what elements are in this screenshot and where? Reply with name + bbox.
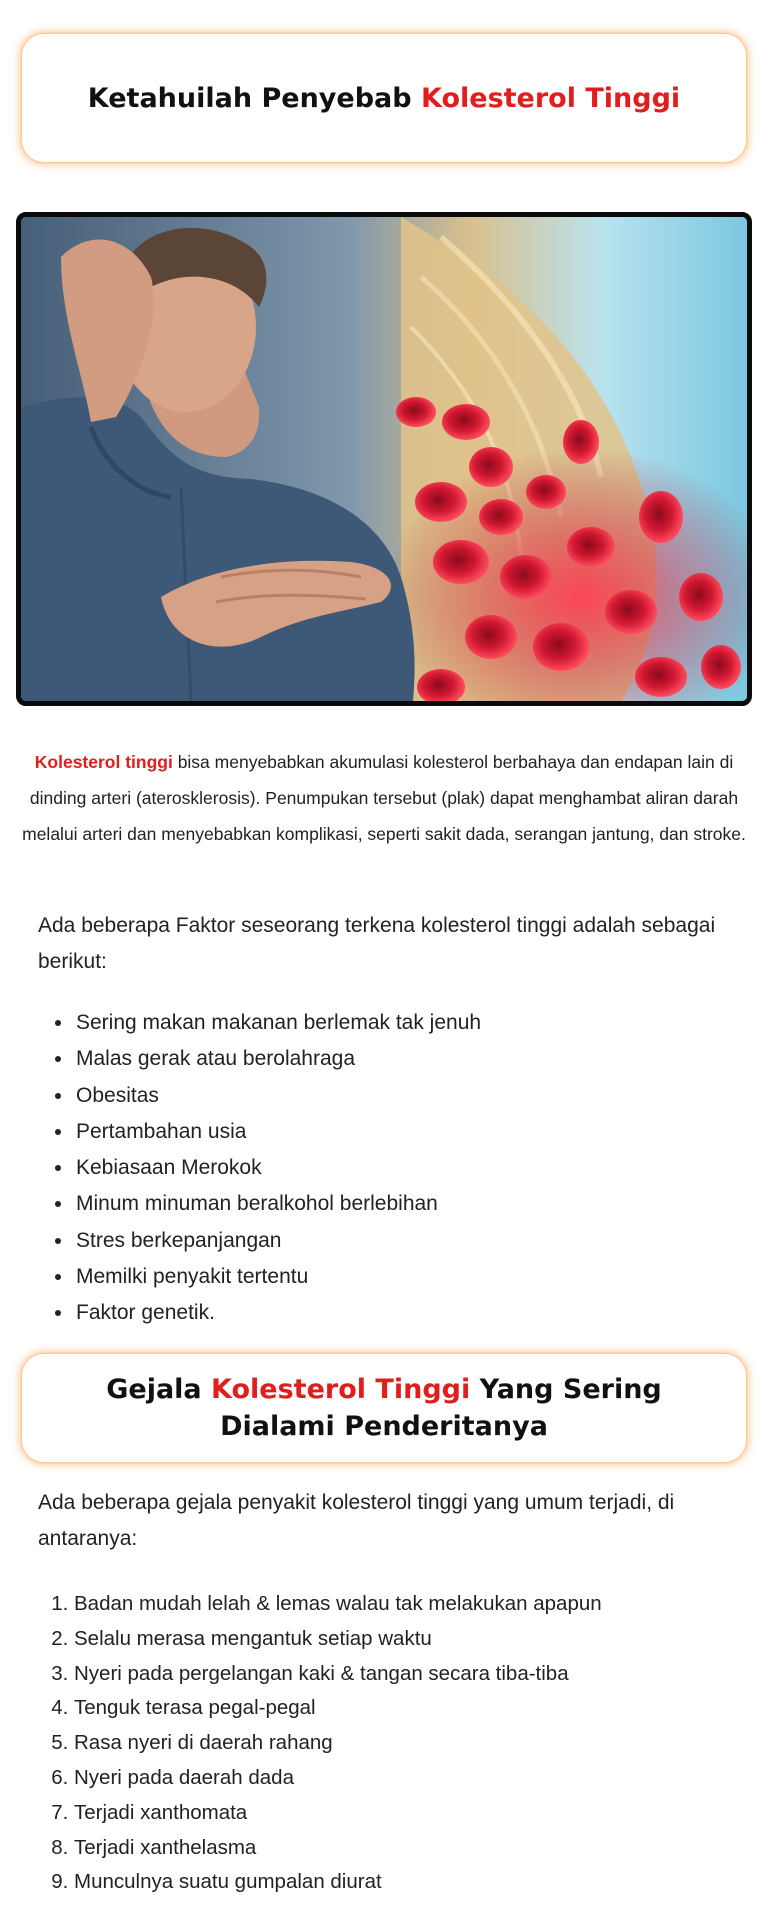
list-item: • Pertambahan usia bbox=[74, 1114, 481, 1150]
list-item: • Faktor genetik. bbox=[74, 1295, 481, 1331]
list-item: • Malas gerak atau berolahraga bbox=[74, 1041, 481, 1077]
header-symptoms-title bbox=[62, 1371, 706, 1445]
header-causes-title bbox=[88, 83, 680, 114]
header-causes-prefix: Ketahuilah Penyebab bbox=[87, 82, 421, 114]
list-item: 9. Munculnya suatu gumpalan diurat bbox=[74, 1865, 602, 1900]
list-item: • Kebiasaan Merokok bbox=[74, 1150, 481, 1186]
header-causes bbox=[22, 34, 746, 162]
header-symptoms-prefix: Gejala bbox=[106, 1374, 212, 1405]
hero-image bbox=[16, 212, 752, 706]
list-item: • Memilki penyakit tertentu bbox=[74, 1259, 481, 1295]
list-item: 6. Nyeri pada daerah dada bbox=[74, 1761, 602, 1796]
factors-intro: Ada beberapa Faktor seseorang terkena kolesterol tinggi adalah sebagai berikut: bbox=[38, 914, 716, 973]
header-symptoms bbox=[22, 1354, 746, 1462]
header-causes-accent: Kolesterol Tinggi bbox=[421, 82, 681, 114]
header-symptoms-suffix: Yang Sering Dialami Penderitanya bbox=[220, 1374, 662, 1442]
list-item: 1. Badan mudah lelah & lemas walau tak melakukan apapun bbox=[74, 1587, 602, 1622]
symptoms-intro: Ada beberapa gejala penyakit kolesterol tinggi yang umum terjadi, di antaranya: bbox=[38, 1491, 675, 1550]
list-item: 7. Terjadi xanthomata bbox=[74, 1796, 602, 1831]
intro-text: bisa menyebabkan akumulasi kolesterol berbahaya dan endapan lain di dinding arteri (aterosklerosis). Penumpukan tersebut (plak) dapat menghambat aliran darah melalui arteri dan menyebabkan komplikasi, seperti sakit dada, serangan jantung, dan stroke. bbox=[22, 752, 746, 844]
list-item: • Minum minuman beralkohol berlebihan bbox=[74, 1186, 481, 1222]
list-item: 5. Rasa nyeri di daerah rahang bbox=[74, 1726, 602, 1761]
list-item: 4. Tenguk terasa pegal-pegal bbox=[74, 1691, 602, 1726]
list-item: 8. Terjadi xanthelasma bbox=[74, 1831, 602, 1866]
list-item: • Stres berkepanjangan bbox=[74, 1223, 481, 1259]
list-item: 2. Selalu merasa mengantuk setiap waktu bbox=[74, 1622, 602, 1657]
list-item: • Sering makan makanan berlemak tak jenuh bbox=[74, 1005, 481, 1041]
factors-list bbox=[50, 1005, 481, 1332]
list-item: • Obesitas bbox=[74, 1078, 481, 1114]
symptoms-list bbox=[42, 1587, 602, 1900]
header-symptoms-accent: Kolesterol Tinggi bbox=[211, 1374, 471, 1405]
intro-accent: Kolesterol tinggi bbox=[34, 752, 173, 772]
list-item: 3. Nyeri pada pergelangan kaki & tangan secara tiba-tiba bbox=[74, 1657, 602, 1692]
intro-paragraph bbox=[14, 744, 754, 852]
